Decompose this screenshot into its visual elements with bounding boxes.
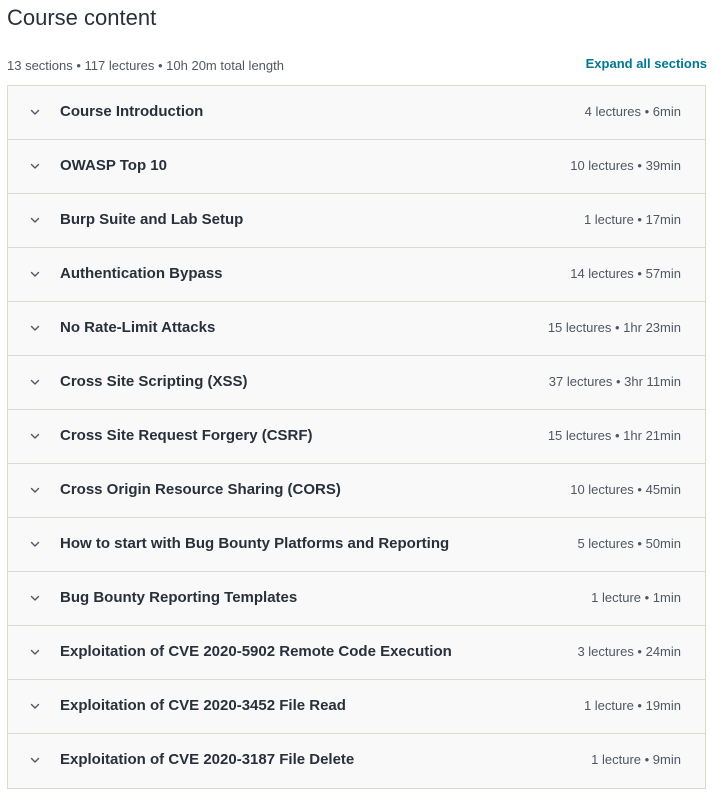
section-row[interactable] — [8, 248, 705, 302]
section-title: Bug Bounty Reporting Templates — [60, 589, 298, 606]
section-stats: 5 lectures • 50min — [577, 536, 681, 551]
section-stats: 15 lectures • 1hr 23min — [547, 320, 681, 335]
course-summary: 13 sections • 117 lectures • 10h 20m total length — [7, 58, 284, 73]
section-stats: 37 lectures • 3hr 11min — [548, 374, 681, 389]
expand-all-sections-button[interactable]: Expand all sections — [585, 56, 707, 71]
section-stats: 1 lecture • 17min — [583, 212, 681, 227]
chevron-down-icon — [28, 699, 42, 713]
chevron-down-icon — [28, 483, 42, 497]
course-summary-row — [0, 55, 714, 75]
section-title: How to start with Bug Bounty Platforms and Reporting — [60, 535, 450, 552]
page-title: Course content — [7, 5, 157, 30]
chevron-down-icon — [28, 375, 42, 389]
chevron-down-icon — [28, 213, 42, 227]
section-row[interactable] — [8, 626, 705, 680]
chevron-down-icon — [28, 267, 42, 281]
section-row[interactable] — [8, 680, 705, 734]
section-title: Authentication Bypass — [60, 265, 223, 282]
section-stats: 10 lectures • 39min — [570, 158, 681, 173]
section-stats: 3 lectures • 24min — [577, 644, 681, 659]
section-stats: 4 lectures • 6min — [584, 104, 681, 119]
chevron-down-icon — [28, 105, 42, 119]
section-title: No Rate-Limit Attacks — [60, 319, 216, 336]
section-title: OWASP Top 10 — [60, 157, 167, 174]
section-stats: 14 lectures • 57min — [570, 266, 681, 281]
section-row[interactable] — [8, 86, 705, 140]
section-row[interactable] — [8, 572, 705, 626]
chevron-down-icon — [28, 537, 42, 551]
section-row[interactable] — [8, 518, 705, 572]
section-title: Exploitation of CVE 2020-3187 File Delete — [60, 751, 355, 768]
chevron-down-icon — [28, 645, 42, 659]
section-title: Cross Origin Resource Sharing (CORS) — [60, 481, 341, 498]
section-stats: 10 lectures • 45min — [570, 482, 681, 497]
section-row[interactable] — [8, 302, 705, 356]
section-row[interactable] — [8, 410, 705, 464]
section-list — [7, 85, 706, 789]
section-row[interactable] — [8, 734, 705, 788]
chevron-down-icon — [28, 159, 42, 173]
section-row[interactable] — [8, 194, 705, 248]
section-title: Exploitation of CVE 2020-5902 Remote Code Execution — [60, 643, 452, 660]
chevron-down-icon — [28, 321, 42, 335]
section-stats: 15 lectures • 1hr 21min — [547, 428, 681, 443]
section-title: Exploitation of CVE 2020-3452 File Read — [60, 697, 346, 714]
section-title: Cross Site Request Forgery (CSRF) — [60, 427, 313, 444]
section-stats: 1 lecture • 9min — [591, 752, 681, 767]
section-title: Cross Site Scripting (XSS) — [60, 373, 248, 390]
section-row[interactable] — [8, 140, 705, 194]
chevron-down-icon — [28, 591, 42, 605]
section-title: Burp Suite and Lab Setup — [60, 211, 244, 228]
section-title: Course Introduction — [60, 103, 204, 120]
chevron-down-icon — [28, 753, 42, 767]
section-row[interactable] — [8, 356, 705, 410]
section-stats: 1 lecture • 1min — [591, 590, 681, 605]
chevron-down-icon — [28, 429, 42, 443]
section-stats: 1 lecture • 19min — [583, 698, 681, 713]
section-row[interactable] — [8, 464, 705, 518]
